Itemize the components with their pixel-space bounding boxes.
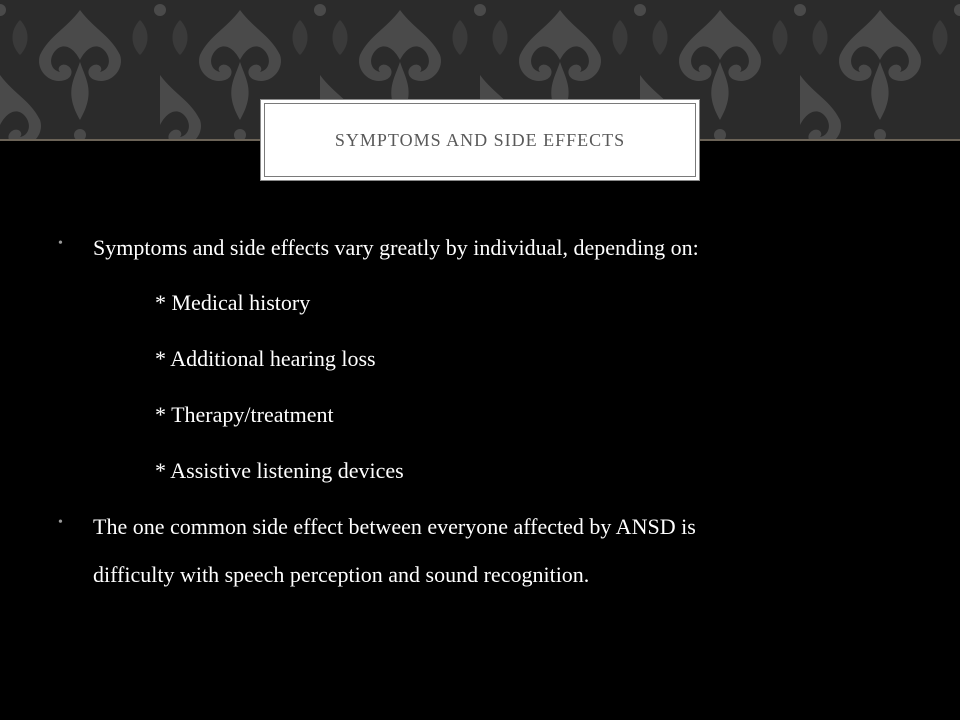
subitem: * Assistive listening devices <box>155 458 404 483</box>
subitem: * Medical history <box>155 290 311 315</box>
bullet-text-continued: difficulty with speech perception and sound recognition. <box>93 562 590 587</box>
slide-title: SYMPTOMS AND SIDE EFFECTS <box>334 129 626 150</box>
bullet-marker: • <box>58 236 63 251</box>
bullet-marker: • <box>58 515 63 530</box>
subitem: * Additional hearing loss <box>155 346 376 371</box>
bullet-text: The one common side effect between everyone affected by ANSD is <box>93 514 696 539</box>
subitem: * Therapy/treatment <box>155 402 334 427</box>
bullet-text: Symptoms and side effects vary greatly by individual, depending on: <box>93 235 699 260</box>
